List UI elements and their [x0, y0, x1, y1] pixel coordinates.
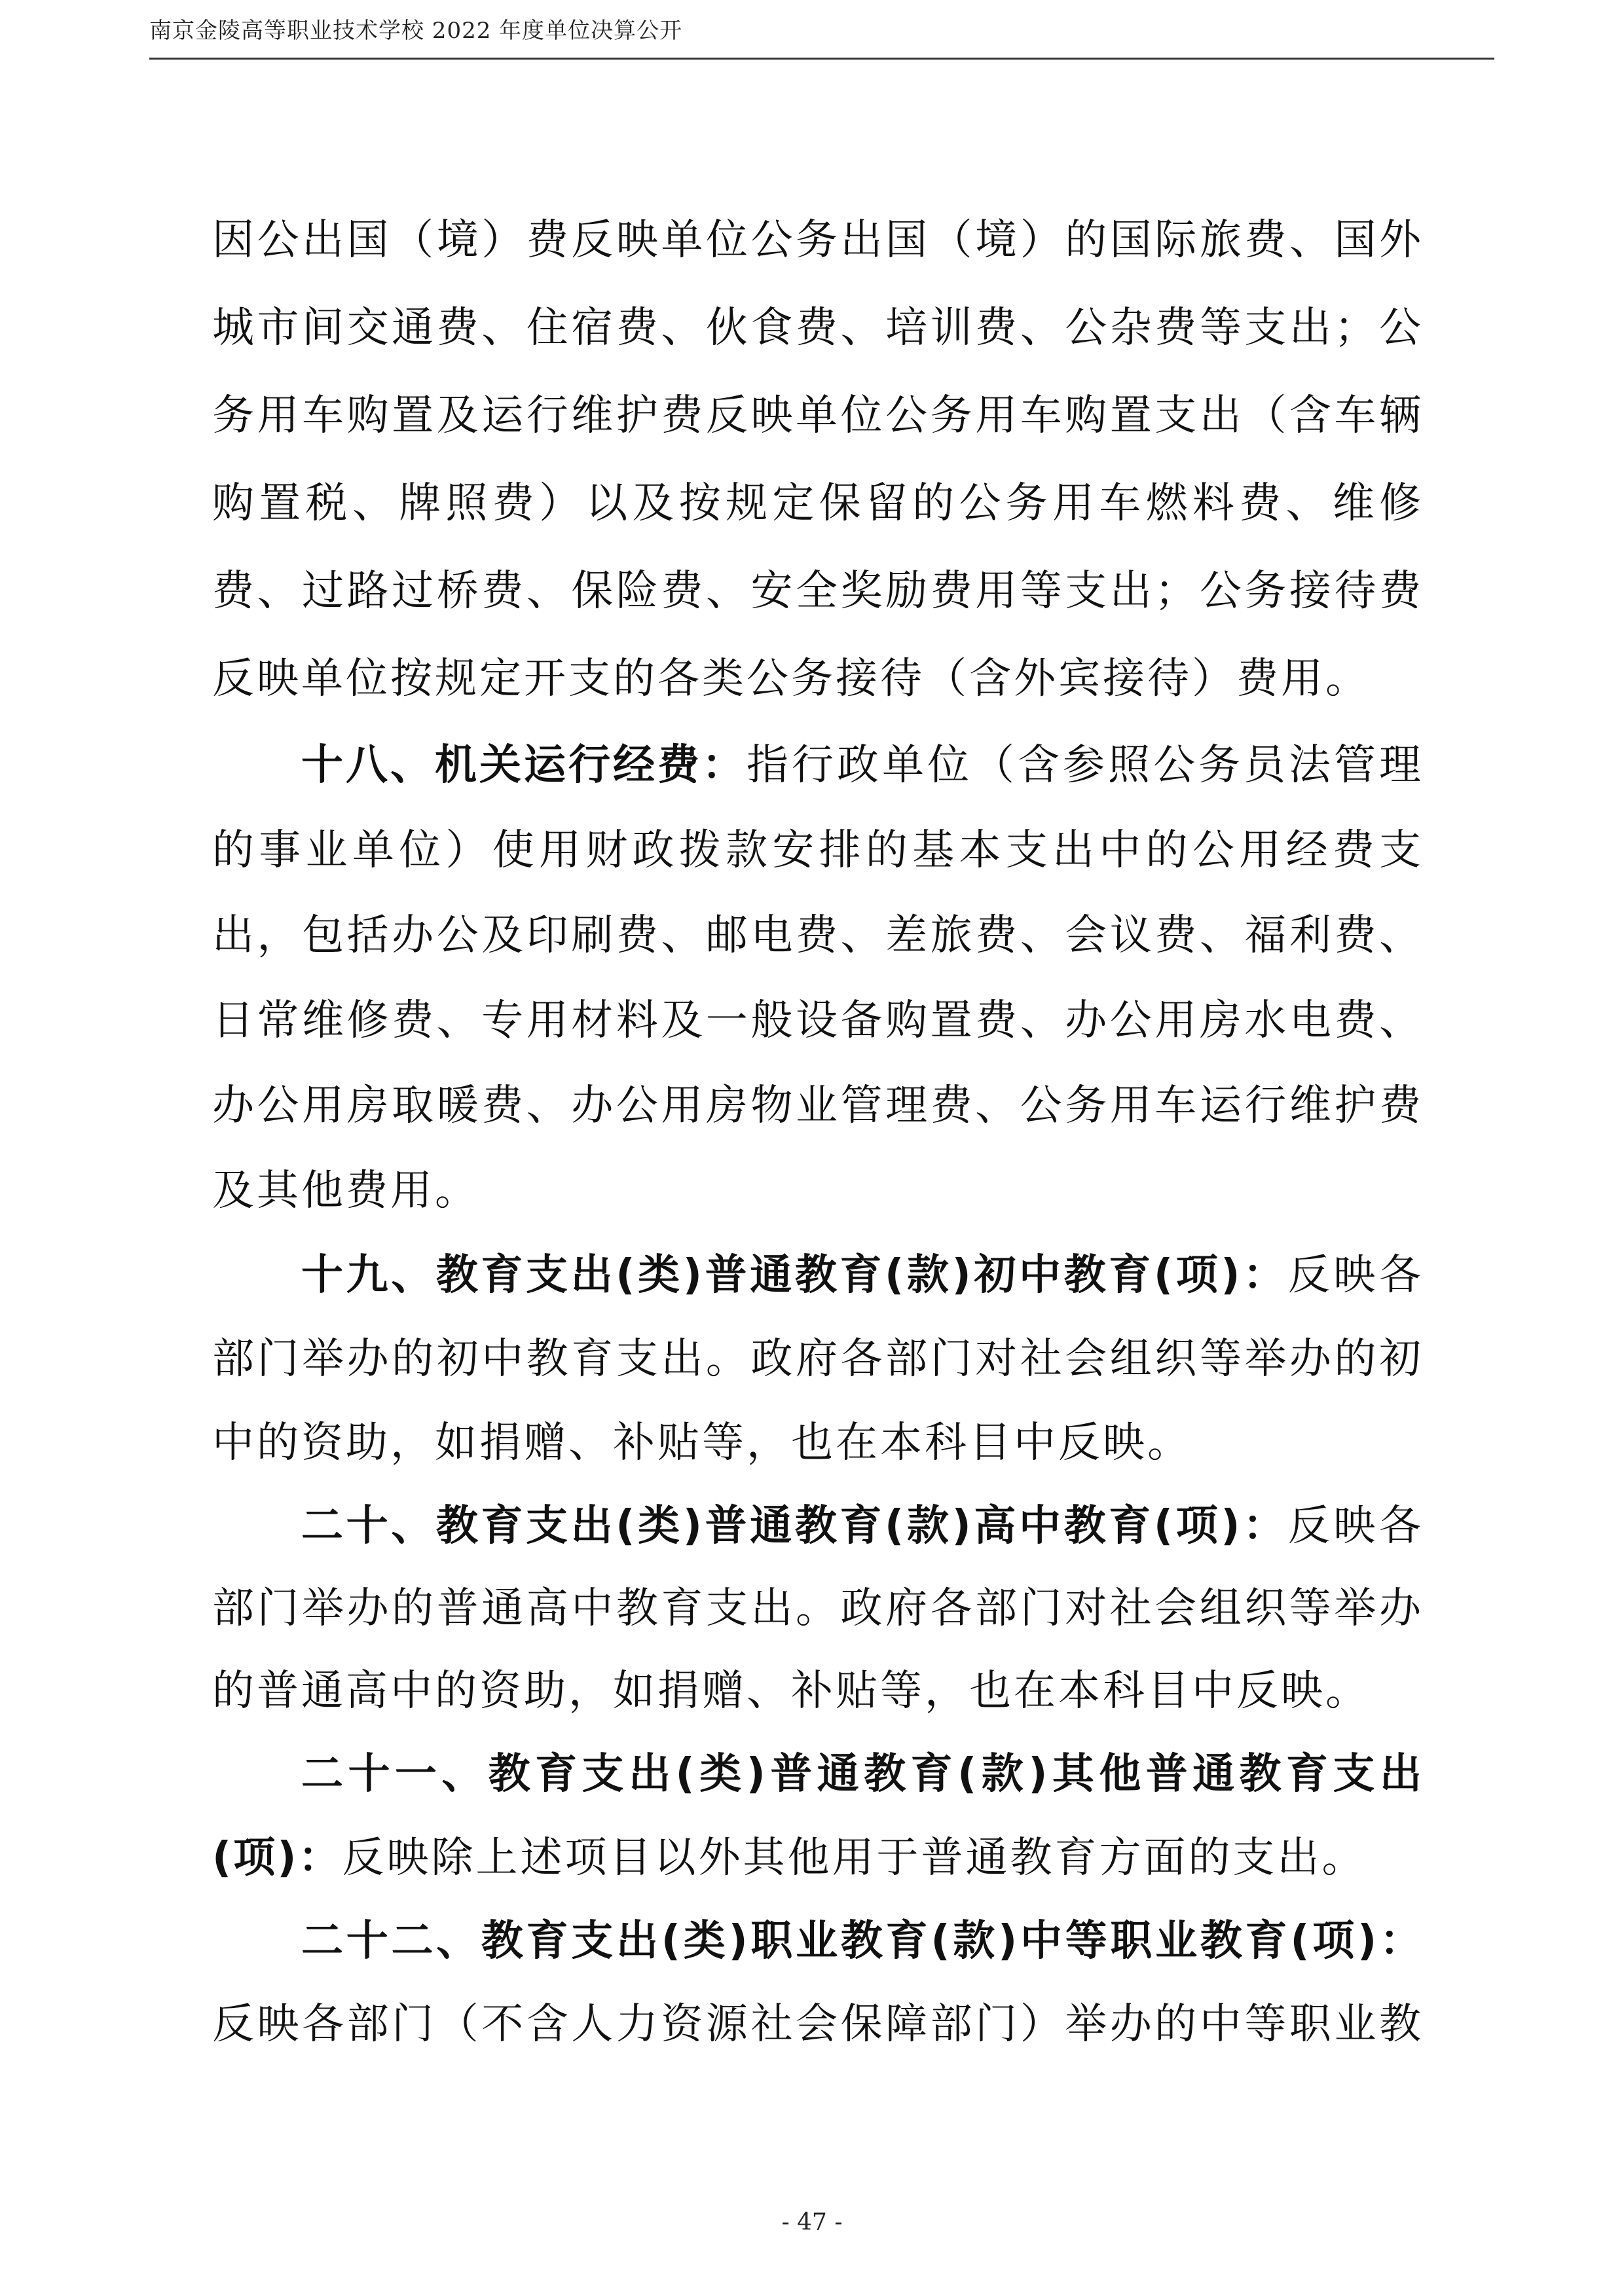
page-number: - 47 -: [781, 2209, 843, 2236]
paragraph-heading: 十九、教育支出(类)普通教育(款)初中教育(项)：: [301, 1251, 1288, 1300]
text-line: 指行政单位（含参照公务员法管理: [747, 741, 1424, 790]
text-line: 城市间交通费、住宿费、伙食费、培训费、公杂费等支出；公: [212, 304, 1424, 352]
text-line: 因公出国（境）费反映单位公务出国（境）的国际旅费、国外: [212, 216, 1424, 264]
header-rule: [149, 58, 1494, 60]
paragraph-first-line: [212, 1732, 1424, 1816]
text-line: 的普通高中的资助，如捐赠、补贴等，也在本科目中反映。: [212, 1667, 1370, 1715]
paragraph-heading: 二十二、教育支出(类)职业教育(款)中等职业教育(项)：: [301, 1917, 1424, 1965]
paragraph-first-line: [212, 1485, 1424, 1567]
paragraph-heading: 二十一、教育支出(类)普通教育(款)其他普通教育支出: [301, 1750, 1424, 1798]
text-line: 反映各: [1287, 1251, 1424, 1300]
text-line: 部门举办的普通高中教育支出。政府各部门对社会组织等举办: [212, 1584, 1424, 1633]
text-line: 部门举办的初中教育支出。政府各部门对社会组织等举办的初: [212, 1335, 1424, 1383]
text-line: 务用车购置及运行维护费反映单位公务用车购置支出（含车辆: [212, 392, 1424, 440]
paragraph-continuation-line: [212, 1816, 1424, 1900]
text-line: 反映各部门（不含人力资源社会保障部门）举办的中等职业教: [212, 2000, 1424, 2049]
text-line: 的事业单位）使用财政拨款安排的基本支出中的公用经费支: [212, 826, 1424, 875]
text-line: 费、过路过桥费、保险费、安全奖励费用等支出；公务接待费: [212, 567, 1424, 615]
text-line: 反映各: [1287, 1502, 1424, 1550]
text-line: 办公用房取暖费、办公用房物业管理费、公务用车运行维护费: [212, 1082, 1424, 1130]
text-line: 反映除上述项目以外其他用于普通教育方面的支出。: [342, 1834, 1367, 1882]
paragraph-first-line: [212, 1900, 1424, 1982]
paragraph-first-line: [212, 723, 1424, 808]
text-line: 购置税、牌照费）以及按规定保留的公务用车燃料费、维修: [212, 479, 1424, 528]
document-body: [212, 196, 1424, 2066]
text-line: 反映单位按规定开支的各类公务接待（含外宾接待）费用。: [212, 655, 1370, 703]
paragraph-first-line: [212, 1233, 1424, 1317]
text-line: 日常维修费、专用材料及一般设备购置费、办公用房水电费、: [212, 996, 1424, 1045]
paragraph-heading: 十八、机关运行经费：: [301, 741, 747, 790]
text-line: 及其他费用。: [212, 1167, 479, 1215]
paragraph-heading-continued: (项)：: [212, 1834, 342, 1882]
text-line: 中的资助，如捐赠、补贴等，也在本科目中反映。: [212, 1419, 1192, 1467]
text-line: 出，包括办公及印刷费、邮电费、差旅费、会议费、福利费、: [212, 911, 1424, 960]
document-header-title: 南京金陵高等职业技术学校 2022 年度单位决算公开: [149, 18, 683, 44]
paragraph-heading: 二十、教育支出(类)普通教育(款)高中教育(项)：: [301, 1502, 1288, 1550]
